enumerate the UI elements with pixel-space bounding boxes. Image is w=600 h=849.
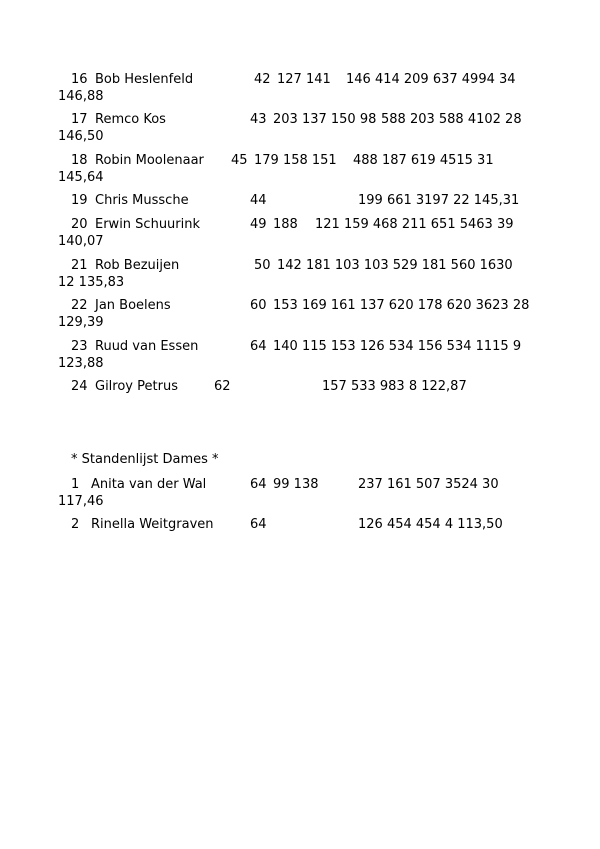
player-name: Erwin Schuurink — [95, 217, 201, 232]
row-number: 22 — [71, 298, 88, 313]
game-scores: 188 — [273, 217, 298, 232]
standings-row — [58, 111, 541, 145]
row-number: 1 — [71, 477, 80, 492]
row-average: 146,88 — [58, 89, 104, 104]
row-average: 129,39 — [58, 315, 104, 330]
game-scores: 140 115 153 126 534 156 534 1115 9 — [273, 339, 522, 354]
player-name: Robin Moolenaar — [95, 153, 204, 168]
game-scores: 179 158 151 — [254, 153, 337, 168]
totals: 146 414 209 637 4994 34 — [346, 72, 516, 87]
totals: 237 161 507 3524 30 — [358, 477, 499, 492]
player-age: 44 — [250, 193, 267, 208]
row-average: 12 135,83 — [58, 275, 125, 290]
player-age: 42 — [254, 72, 271, 87]
totals: 199 661 3197 22 145,31 — [358, 193, 520, 208]
standings-row — [58, 71, 541, 105]
player-age: 64 — [250, 517, 267, 532]
player-name: Rob Bezuijen — [95, 258, 180, 273]
game-scores: 142 181 103 103 529 181 560 1630 — [277, 258, 513, 273]
player-age: 50 — [254, 258, 271, 273]
row-number: 24 — [71, 379, 88, 394]
standings-row — [58, 152, 541, 186]
row-number: 16 — [71, 72, 88, 87]
player-name: Rinella Weitgraven — [91, 517, 214, 532]
player-name: Remco Kos — [95, 112, 166, 127]
player-name: Chris Mussche — [95, 193, 189, 208]
player-age: 62 — [214, 379, 231, 394]
standings-row — [58, 297, 541, 331]
player-age: 45 — [231, 153, 248, 168]
standings-row — [71, 192, 541, 209]
totals: 488 187 619 4515 31 — [353, 153, 494, 168]
standings-row — [58, 257, 541, 291]
game-scores: 153 169 161 137 620 178 620 3623 28 — [273, 298, 530, 313]
game-scores: 99 138 — [273, 477, 319, 492]
player-age: 60 — [250, 298, 267, 313]
row-number: 18 — [71, 153, 88, 168]
row-number: 19 — [71, 193, 88, 208]
totals: 157 533 983 8 122,87 — [322, 379, 467, 394]
totals: 121 159 468 211 651 5463 39 — [315, 217, 514, 232]
row-average: 140,07 — [58, 234, 104, 249]
player-name: Jan Boelens — [95, 298, 171, 313]
standings-row — [71, 378, 541, 395]
section-heading-dames: * Standenlijst Dames * — [71, 452, 219, 467]
standings-row — [58, 338, 541, 372]
player-age: 49 — [250, 217, 267, 232]
row-number: 21 — [71, 258, 88, 273]
row-number: 20 — [71, 217, 88, 232]
player-age: 64 — [250, 477, 267, 492]
row-number: 17 — [71, 112, 88, 127]
row-number: 2 — [71, 517, 80, 532]
player-age: 43 — [250, 112, 267, 127]
player-name: Ruud van Essen — [95, 339, 199, 354]
standings-row — [71, 516, 541, 533]
player-name: Gilroy Petrus — [95, 379, 178, 394]
row-average: 117,46 — [58, 494, 104, 509]
row-average: 123,88 — [58, 356, 104, 371]
totals: 588 203 588 4102 28 — [381, 112, 522, 127]
row-number: 23 — [71, 339, 88, 354]
standings-row — [58, 216, 541, 250]
totals: 126 454 454 4 113,50 — [358, 517, 503, 532]
player-name: Anita van der Wal — [91, 477, 207, 492]
game-scores: 203 137 150 98 — [273, 112, 377, 127]
player-age: 64 — [250, 339, 267, 354]
game-scores: 127 141 — [277, 72, 331, 87]
row-average: 146,50 — [58, 129, 104, 144]
player-name: Bob Heslenfeld — [95, 72, 194, 87]
standings-row — [58, 476, 541, 510]
row-average: 145,64 — [58, 170, 104, 185]
